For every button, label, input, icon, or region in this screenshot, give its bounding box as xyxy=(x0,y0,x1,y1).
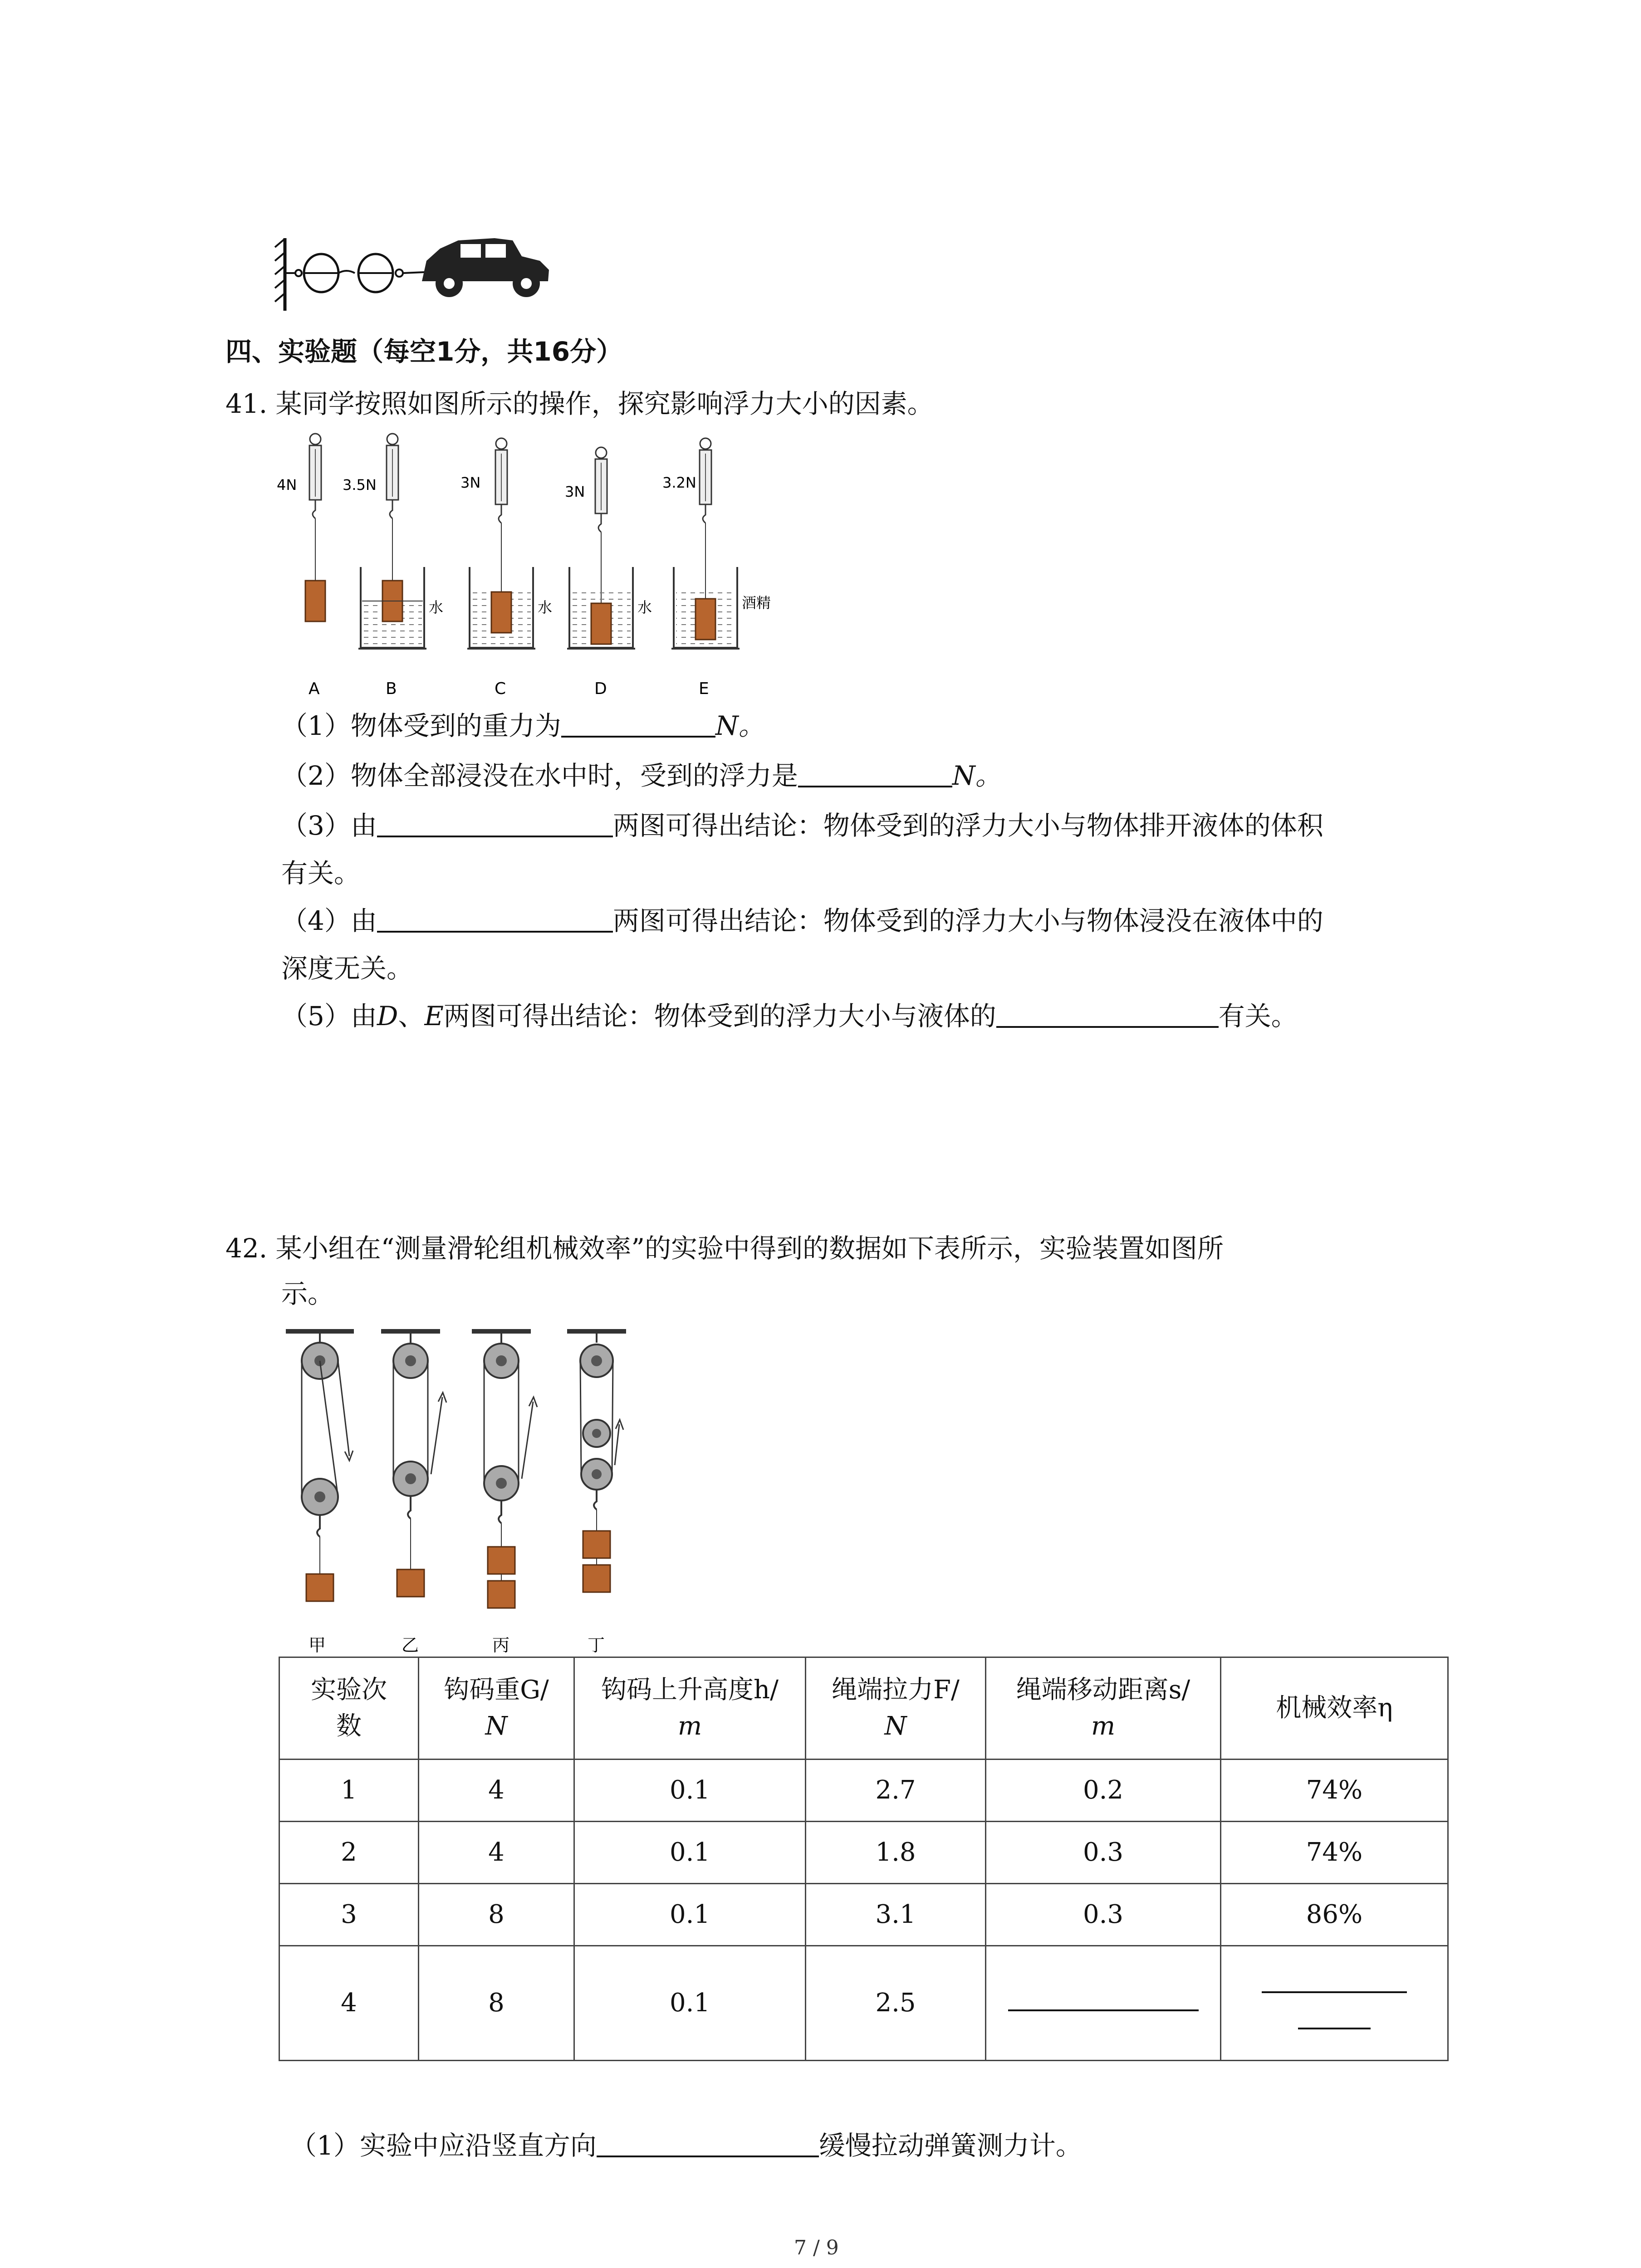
liquid-d: 水 xyxy=(637,599,652,616)
section-title: 四、实验题（每空1分，共16分） xyxy=(225,336,623,367)
label-b: B xyxy=(386,679,397,698)
q41-part3: （3）由 两图可得出结论：物体受到的浮力大小与物体排开液体的体积 xyxy=(281,807,1323,844)
q42-stem-1: 42. 某小组在“测量滑轮组机械效率”的实验中得到的数据如下表所示，实验装置如图所 xyxy=(225,1233,1224,1264)
q41-part2: （2）物体全部浸没在水中时，受到的浮力是 N。 xyxy=(281,758,1002,794)
spring-scale-b xyxy=(343,434,443,698)
header-trial: 实验次 数 xyxy=(279,1657,419,1760)
spring-scale-c xyxy=(460,438,552,698)
reading-a: 4N xyxy=(277,476,297,494)
efficiency-table xyxy=(279,1657,1449,2061)
label-c: C xyxy=(495,679,506,698)
q41-blank-3[interactable] xyxy=(377,808,613,837)
table-row: 4 8 0.1 2.5 xyxy=(279,1946,1448,2061)
q42-blank-1[interactable] xyxy=(597,2128,819,2157)
label-a: A xyxy=(309,679,320,698)
buoyancy-figure xyxy=(272,431,817,703)
header-height: 钩码上升高度h/ m xyxy=(574,1657,806,1760)
reading-e: 3.2N xyxy=(662,474,696,491)
q41-blank-1[interactable] xyxy=(561,709,715,738)
q41-part1: （1）物体受到的重力为 N。 xyxy=(281,708,765,744)
table-row: 1 4 0.1 2.7 0.2 74% xyxy=(279,1760,1448,1822)
table-row: 3 8 0.1 3.1 0.3 86% xyxy=(279,1884,1448,1946)
q42-part1: （1）实验中应沿竖直方向 缓慢拉动弹簧测力计。 xyxy=(290,2127,1082,2164)
label-d: D xyxy=(594,679,607,698)
reading-c: 3N xyxy=(460,474,481,491)
spring-scale-a xyxy=(277,434,325,698)
label-jia: 甲 xyxy=(309,1635,326,1655)
spring-car-figure xyxy=(268,213,563,318)
table-blank-efficiency[interactable] xyxy=(1262,1973,1407,1993)
q41-part3-cont: 有关。 xyxy=(281,858,361,889)
pulley-setup-yi xyxy=(381,1329,446,1655)
pulley-figure xyxy=(281,1329,690,1660)
liquid-c: 水 xyxy=(538,599,553,616)
q41-part4: （4）由 两图可得出结论：物体受到的浮力大小与物体浸没在液体中的 xyxy=(281,903,1323,939)
label-yi: 乙 xyxy=(402,1635,419,1655)
q41-blank-5[interactable] xyxy=(996,999,1219,1028)
table-row: 2 4 0.1 1.8 0.3 74% xyxy=(279,1822,1448,1884)
reading-b: 3.5N xyxy=(343,476,377,494)
label-bing: 丙 xyxy=(492,1635,510,1655)
q41-part5: （5）由D、E两图可得出结论：物体受到的浮力大小与液体的 有关。 xyxy=(281,998,1298,1034)
header-efficiency: 机械效率η xyxy=(1221,1657,1448,1760)
pulley-setup-bing xyxy=(472,1329,537,1655)
q41-blank-2[interactable] xyxy=(798,758,952,787)
q41-blank-4[interactable] xyxy=(377,904,613,933)
q41-part4-cont: 深度无关。 xyxy=(281,953,413,984)
label-e: E xyxy=(699,679,709,698)
q41-stem: 41. 某同学按照如图所示的操作，探究影响浮力大小的因素。 xyxy=(225,388,934,419)
label-ding: 丁 xyxy=(588,1635,605,1655)
page-number: 7 / 9 xyxy=(794,2236,839,2259)
pulley-setup-ding xyxy=(567,1329,626,1655)
liquid-e: 酒精 xyxy=(742,594,771,611)
header-force: 绳端拉力F/ N xyxy=(806,1657,986,1760)
pulley-setup-jia xyxy=(286,1329,354,1655)
spring-scale-d xyxy=(565,447,652,698)
table-blank-distance[interactable] xyxy=(1008,1991,1199,2011)
reading-d: 3N xyxy=(565,483,585,500)
liquid-b: 水 xyxy=(429,599,444,616)
q42-stem-2: 示。 xyxy=(281,1278,334,1309)
header-distance: 绳端移动距离s/ m xyxy=(986,1657,1221,1760)
header-weight: 钩码重G/ N xyxy=(419,1657,574,1760)
spring-scale-e xyxy=(662,438,771,698)
table-header-row xyxy=(279,1657,1448,1760)
